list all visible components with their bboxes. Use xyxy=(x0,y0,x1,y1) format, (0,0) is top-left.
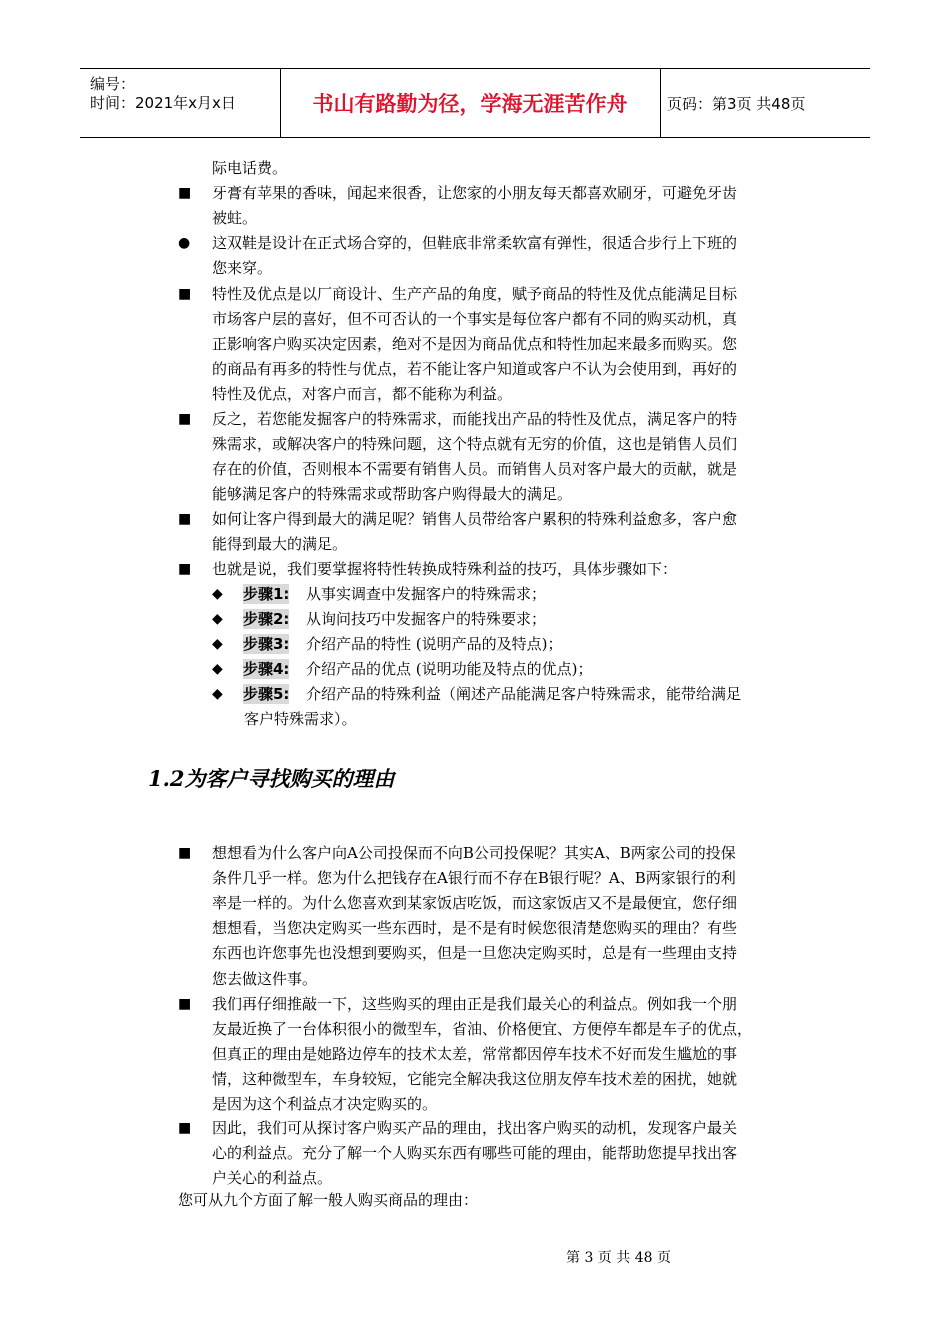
paragraph-line: 殊需求，或解决客户的特殊问题，这个特点就有无穷的价值，这也是销售人员们 xyxy=(212,435,738,454)
paragraph-line: 被蛀。 xyxy=(212,209,258,228)
step-label: 步骤4: xyxy=(243,660,290,678)
bullet-diamond-icon: ◆ xyxy=(212,611,223,627)
paragraph-line: 但真正的理由是她路边停车的技术太差，常常都因停车技术不好而发生尴尬的事 xyxy=(212,1045,738,1064)
paragraph-line: 想想看，当您决定购买一些东西时，是不是有时候您很清楚您购买的理由？有些 xyxy=(212,919,738,938)
step-text: 从事实调查中发掘客户的特殊需求； xyxy=(306,585,547,603)
paragraph-line: 东西也许您事先也没想到要购买，但是一旦您决定购买时，总是有一些理由支持 xyxy=(212,944,738,963)
closing-sentence: 您可从九个方面了解一般人购买商品的理由： xyxy=(178,1191,479,1209)
header-page-number: 页码：第3页 共48页 xyxy=(667,94,806,113)
bullet-square-icon: ■ xyxy=(178,1120,192,1136)
bullet-square-icon: ■ xyxy=(178,561,192,577)
paragraph-line: 户关心的利益点。 xyxy=(212,1169,333,1188)
document-date: 时间：2021年x月x日 xyxy=(90,94,236,112)
paragraph-line: 能够满足客户的特殊需求或帮助客户购得最大的满足。 xyxy=(212,485,573,504)
step-text: 介绍产品的特性 (说明产品的及特点)； xyxy=(306,635,563,653)
paragraph-line: 我们再仔细推敲一下，这些购买的理由正是我们最关心的利益点。例如我一个朋 xyxy=(212,995,738,1013)
paragraph-line: 如何让客户得到最大的满足呢？销售人员带给客户累积的特殊利益愈多，客户愈 xyxy=(212,510,738,528)
document-number: 编号： xyxy=(90,75,136,93)
paragraph-line: 率是一样的。为什么您喜欢到某家饭店吃饭，而这家饭店又不是最便宜，您仔细 xyxy=(212,894,738,913)
paragraph-line: 反之，若您能发掘客户的特殊需求，而能找出产品的特性及优点，满足客户的特 xyxy=(212,410,738,428)
step-text: 介绍产品的特殊利益（阐述产品能满足客户特殊需求，能带给满足 xyxy=(306,685,742,703)
step-label: 步骤5: xyxy=(243,685,290,703)
step-text: 客户特殊需求）。 xyxy=(244,710,357,729)
bullet-dot-icon: ● xyxy=(178,235,191,251)
bullet-square-icon: ■ xyxy=(178,411,192,427)
paragraph-line: 友最近换了一台体积很小的微型车，省油、价格便宜、方便停车都是车子的优点， xyxy=(212,1020,753,1039)
header-meta xyxy=(80,69,280,137)
paragraph-line: 际电话费。 xyxy=(212,159,288,177)
bullet-square-icon: ■ xyxy=(178,185,192,201)
bullet-diamond-icon: ◆ xyxy=(212,661,223,677)
paragraph-line: 这双鞋是设计在正式场合穿的，但鞋底非常柔软富有弹性，很适合步行上下班的 xyxy=(212,234,738,252)
bullet-square-icon: ■ xyxy=(178,286,192,302)
paragraph-line: 您来穿。 xyxy=(212,259,273,278)
paragraph-line: 存在的价值，否则根本不需要有销售人员。而销售人员对客户最大的贡献，就是 xyxy=(212,460,738,479)
bullet-square-icon: ■ xyxy=(178,845,192,861)
paragraph-line: 市场客户层的喜好，但不可否认的一个事实是每位客户都有不同的购买动机，真 xyxy=(212,310,738,329)
bullet-diamond-icon: ◆ xyxy=(212,636,223,652)
paragraph-line: 心的利益点。充分了解一个人购买东西有哪些可能的理由，能帮助您提早找出客 xyxy=(212,1144,738,1163)
step-label: 步骤2: xyxy=(243,610,290,628)
paragraph-line: 因此，我们可从探讨客户购买产品的理由，找出客户购买的动机，发现客户最关 xyxy=(212,1119,738,1137)
paragraph-line: 能得到最大的满足。 xyxy=(212,535,348,554)
bullet-diamond-icon: ◆ xyxy=(212,686,223,702)
paragraph-line: 您去做这件事。 xyxy=(212,969,318,988)
bullet-square-icon: ■ xyxy=(178,996,192,1012)
page-header xyxy=(80,68,870,138)
step-text: 从询问技巧中发掘客户的特殊要求； xyxy=(306,610,547,628)
header-motto: 书山有路勤为径，学海无涯苦作舟 xyxy=(312,92,628,116)
step-label: 步骤3: xyxy=(243,635,290,653)
paragraph-line: 特性及优点，对客户而言，都不能称为利益。 xyxy=(212,385,513,404)
paragraph-line: 的商品有再多的特性与优点，若不能让客户知道或客户不认为会使用到，再好的 xyxy=(212,360,738,379)
section-heading: 1.2为客户寻找购买的理由 xyxy=(148,766,395,791)
step-text: 介绍产品的优点 (说明功能及特点的优点)； xyxy=(306,660,593,678)
paragraph-line: 想想看为什么客户向A公司投保而不向B公司投保呢？其实A、B两家公司的投保 xyxy=(212,844,736,862)
paragraph-line: 正影响客户购买决定因素，绝对不是因为商品优点和特性加起来最多而购买。您 xyxy=(212,335,738,354)
step-label: 步骤1: xyxy=(243,585,290,603)
paragraph-line: 情，这种微型车，车身较短，它能完全解决我这位朋友停车技术差的困扰，她就 xyxy=(212,1070,738,1089)
paragraph-line: 特性及优点是以厂商设计、生产产品的角度，赋予商品的特性及优点能满足目标 xyxy=(212,285,738,303)
paragraph-line: 牙膏有苹果的香味，闻起来很香，让您家的小朋友每天都喜欢刷牙，可避免牙齿 xyxy=(212,184,738,202)
paragraph-line: 是因为这个利益点才决定购买的。 xyxy=(212,1095,438,1114)
bullet-diamond-icon: ◆ xyxy=(212,586,223,602)
paragraph-line: 也就是说，我们要掌握将特性转换成特殊利益的技巧，具体步骤如下： xyxy=(212,560,678,578)
bullet-square-icon: ■ xyxy=(178,511,192,527)
page-footer: 第 3 页 共 48 页 xyxy=(566,1250,671,1266)
paragraph-line: 条件几乎一样。您为什么把钱存在A银行而不存在B银行呢？A、B两家银行的利 xyxy=(212,869,736,888)
